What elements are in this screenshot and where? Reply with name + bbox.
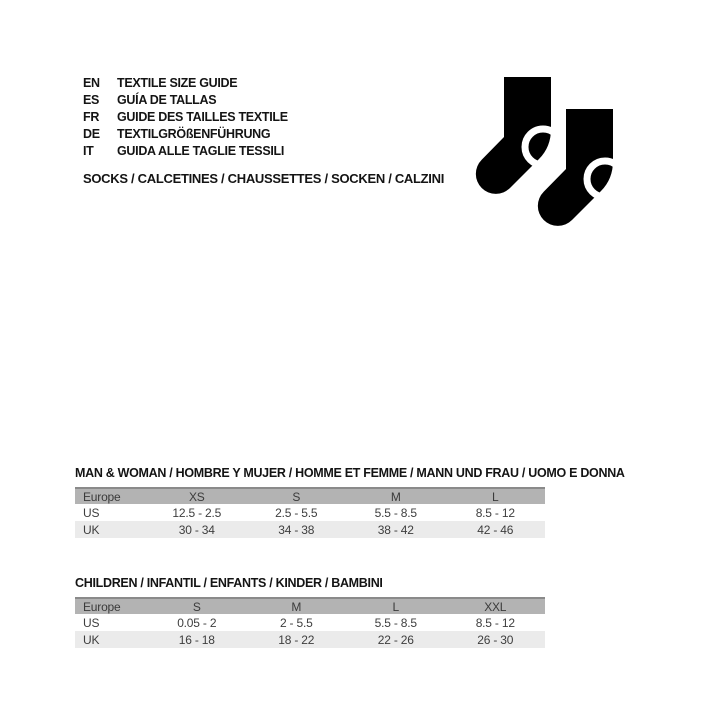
language-row-fr — [83, 109, 288, 126]
size-cell: 30 - 34 — [178, 522, 215, 537]
size-cell: 2.5 - 5.5 — [275, 505, 318, 520]
language-row-es — [83, 92, 288, 109]
size-cell: 16 - 18 — [178, 632, 215, 647]
column-header-size: S — [292, 489, 301, 504]
language-code: DE — [83, 127, 100, 141]
size-cell: 8.5 - 12 — [475, 615, 515, 630]
size-cell: 26 - 30 — [477, 632, 514, 647]
table-row-uk — [75, 631, 545, 648]
size-cell: 34 - 38 — [278, 522, 315, 537]
language-label: GUIDA ALLE TAGLIE TESSILI — [117, 144, 285, 158]
language-code: ES — [83, 93, 100, 107]
table-row-uk — [75, 521, 545, 538]
size-table — [75, 597, 545, 648]
column-header-size: XXL — [484, 599, 507, 614]
size-cell: 12.5 - 2.5 — [172, 505, 222, 520]
row-label: US — [83, 505, 100, 520]
column-header-size: M — [390, 489, 401, 504]
column-header-size: M — [291, 599, 302, 614]
table-row-us — [75, 614, 545, 631]
language-label: TEXTILGRÖßENFÜHRUNG — [117, 127, 271, 141]
language-label: TEXTILE SIZE GUIDE — [117, 76, 238, 90]
row-label: UK — [83, 522, 100, 537]
table-row-us — [75, 504, 545, 521]
table-title-children: CHILDREN / INFANTIL / ENFANTS / KINDER / BAMBINI — [75, 576, 383, 590]
size-cell: 18 - 22 — [278, 632, 315, 647]
size-cell: 22 - 26 — [377, 632, 414, 647]
language-code: IT — [83, 144, 94, 158]
column-header-size: L — [492, 489, 499, 504]
language-title-block — [83, 75, 288, 160]
row-label: US — [83, 615, 100, 630]
row-label: UK — [83, 632, 100, 647]
column-header-size: XS — [188, 489, 205, 504]
size-table-children — [75, 576, 545, 648]
column-header-size: S — [192, 599, 201, 614]
language-label: GUIDE DES TAILLES TEXTILE — [117, 110, 288, 124]
size-table — [75, 487, 545, 538]
size-cell: 2 - 5.5 — [279, 615, 313, 630]
language-code: EN — [83, 76, 100, 90]
product-category-line: SOCKS / CALCETINES / CHAUSSETTES / SOCKEN / CALZINI — [83, 171, 445, 186]
column-header-size: L — [392, 599, 399, 614]
column-header-region: Europe — [83, 489, 121, 504]
column-header-region: Europe — [83, 599, 121, 614]
table-header-row — [75, 488, 545, 504]
language-row-it — [83, 143, 288, 160]
size-cell: 0.05 - 2 — [177, 615, 217, 630]
language-row-en — [83, 75, 288, 92]
size-cell: 38 - 42 — [377, 522, 414, 537]
size-table-adults — [75, 466, 625, 538]
size-cell: 5.5 - 8.5 — [374, 505, 417, 520]
size-cell: 5.5 - 8.5 — [374, 615, 417, 630]
size-cell: 8.5 - 12 — [475, 505, 515, 520]
table-header-row — [75, 598, 545, 614]
table-title-adults: MAN & WOMAN / HOMBRE Y MUJER / HOMME ET FEMME / MANN UND FRAU / UOMO E DONNA — [75, 466, 625, 480]
language-code: FR — [83, 110, 100, 124]
size-cell: 42 - 46 — [477, 522, 514, 537]
language-row-de — [83, 126, 288, 143]
sock-back — [476, 77, 561, 194]
language-label: GUÍA DE TALLAS — [117, 93, 217, 107]
socks-icon — [466, 77, 616, 229]
